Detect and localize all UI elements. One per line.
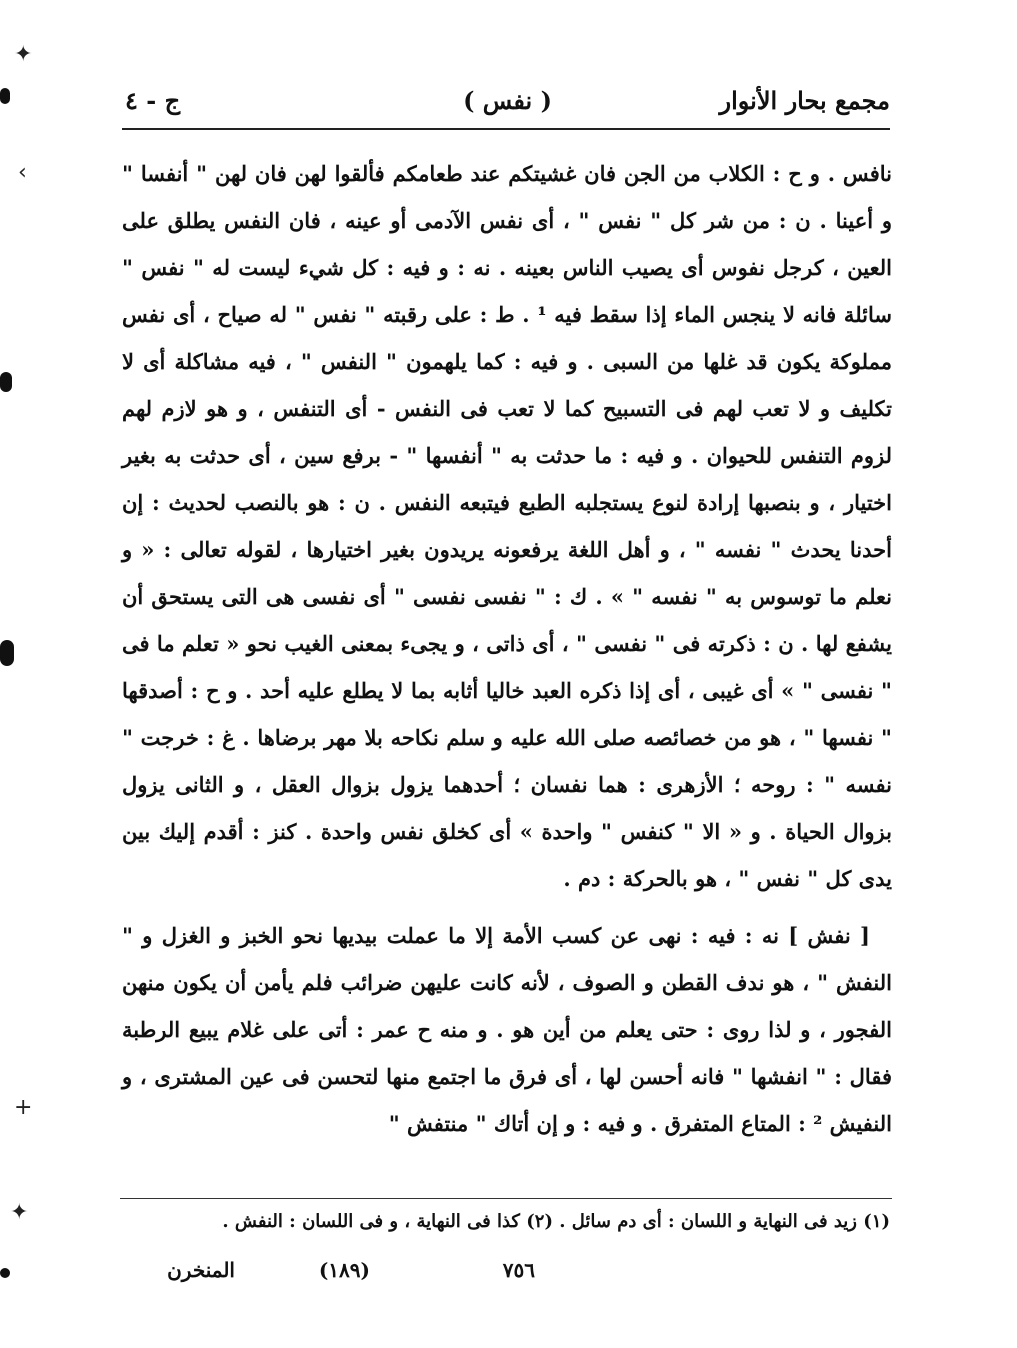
header-rule bbox=[122, 128, 890, 130]
running-header bbox=[125, 82, 890, 126]
scan-cross-mark: + bbox=[14, 1095, 33, 1120]
scan-blot bbox=[0, 640, 14, 666]
footnote-rule bbox=[120, 1198, 892, 1199]
paragraph-nafs: نافس . و ح : الكلاب من الجن فان غشيتكم عند طعامكم فألقوا لهن فان لهن " أنفسا " و أعينا . ن : من شر كل " نفس " ، أى نفس الآدمى أو عينه ، فان النفس يطلق على العين ، كرجل نفوس أى يصيب الناس بعينه . نه : و فيه : كل شيء ليست له " نفس " سائلة فانه لا ينجس الماء إذا سقط فيه ¹ . ط : على رقبته " نفس " له صياح ، أى نفس مملوكة يكون قد غلها من السبى . و فيه : كما يلهمون " النفس " ، فيه مشاكلة أى لا تكليف و لا تعب لهم فى التسبيح كما لا تعب فى النفس - أى التنفس ، و هو لازم لهم لزوم التنفس للحيوان . و فيه : ما حدثت به " أنفسها " - برفع سين ، أى حدثت به بغير اختيار ، و بنصبها إرادة لنوع يستجلبه الطبع فيتبعه النفس . ن : هو بالنصب لحديث : إن أحدنا يحدث " نفسه " ، و أهل اللغة يرفعونه يريدون بغير اختيارها ، لقوله تعالى : « و نعلم ما توسوس به " نفسه " » . ك : " نفسى نفسى " أى نفسى هى التى يستحق أن يشفع لها . ن : ذكرته فى " نفسى " ، أى ذاتى ، و يجىء بمعنى الغيب نحو « تعلم ما فى " نفسى " » أى غيبى ، أى إذا ذكره العبد خاليا أثابه بما لا يطلع عليه أحد . و ح : أصدقها " نفسها " ، هو من خصائصه صلى الله عليه و سلم نكاحه بلا مهر برضاها . غ : خرجت " نفسه " : روحه ؛ الأزهرى : هما نفسان ؛ أحدهما يزول بزوال العقل ، و الثانى يزول بزوال الحياة . و « الا " كنفس " واحدة » أى كخلق نفس واحدة . كنز : أقدم إليك بين يدى كل " نفس " ، هو بالحركة : دم . bbox=[122, 161, 892, 891]
entry-heading: ( نفس ) bbox=[463, 86, 552, 115]
scan-cross-mark: ✦ bbox=[10, 1200, 29, 1225]
scan-blot bbox=[0, 88, 10, 104]
signature-mark: (١٨٩) bbox=[318, 1258, 370, 1282]
book-title: مجمع بحار الأنوار bbox=[719, 86, 890, 115]
footnotes: (١) زيد فى النهاية و اللسان : أى دم سائل . (٢) كذا فى النهاية ، و فى اللسان : النفش . bbox=[222, 1211, 890, 1232]
page-footer bbox=[120, 1258, 770, 1294]
paragraph-nafsh: [ نفش ] نه : فيه : نهى عن كسب الأمة إلا ما عملت بيديها نحو الخبز و الغزل و " النفش " ، هو ندف القطن و الصوف ، لأنه كانت عليهن ضرائب فلم يأمن أن يكون منهن الفجور ، و لذا روى : حتى يعلم من أين هو . و منه ح عمر : أتى على غلام يبيع الرطبة فقال : " انفشها " فانه أحسن لها ، أى فرق ما اجتمع منها لتحسن فى عين المشترى ، و النفيش ² : المتاع المتفرق . و فيه : و إن أتاك " منتفش " bbox=[122, 923, 892, 1136]
page-number: ٧٥٦ bbox=[502, 1258, 535, 1282]
manuscript-mark: المنخرن bbox=[167, 1258, 235, 1282]
main-text bbox=[122, 150, 892, 1147]
volume-label: ج - ٤ bbox=[125, 86, 181, 115]
scan-cross-mark: ✦ bbox=[14, 42, 33, 67]
scan-blot bbox=[0, 1268, 10, 1278]
scan-tick-mark: ‹ bbox=[18, 160, 27, 185]
scan-blot bbox=[0, 372, 12, 392]
